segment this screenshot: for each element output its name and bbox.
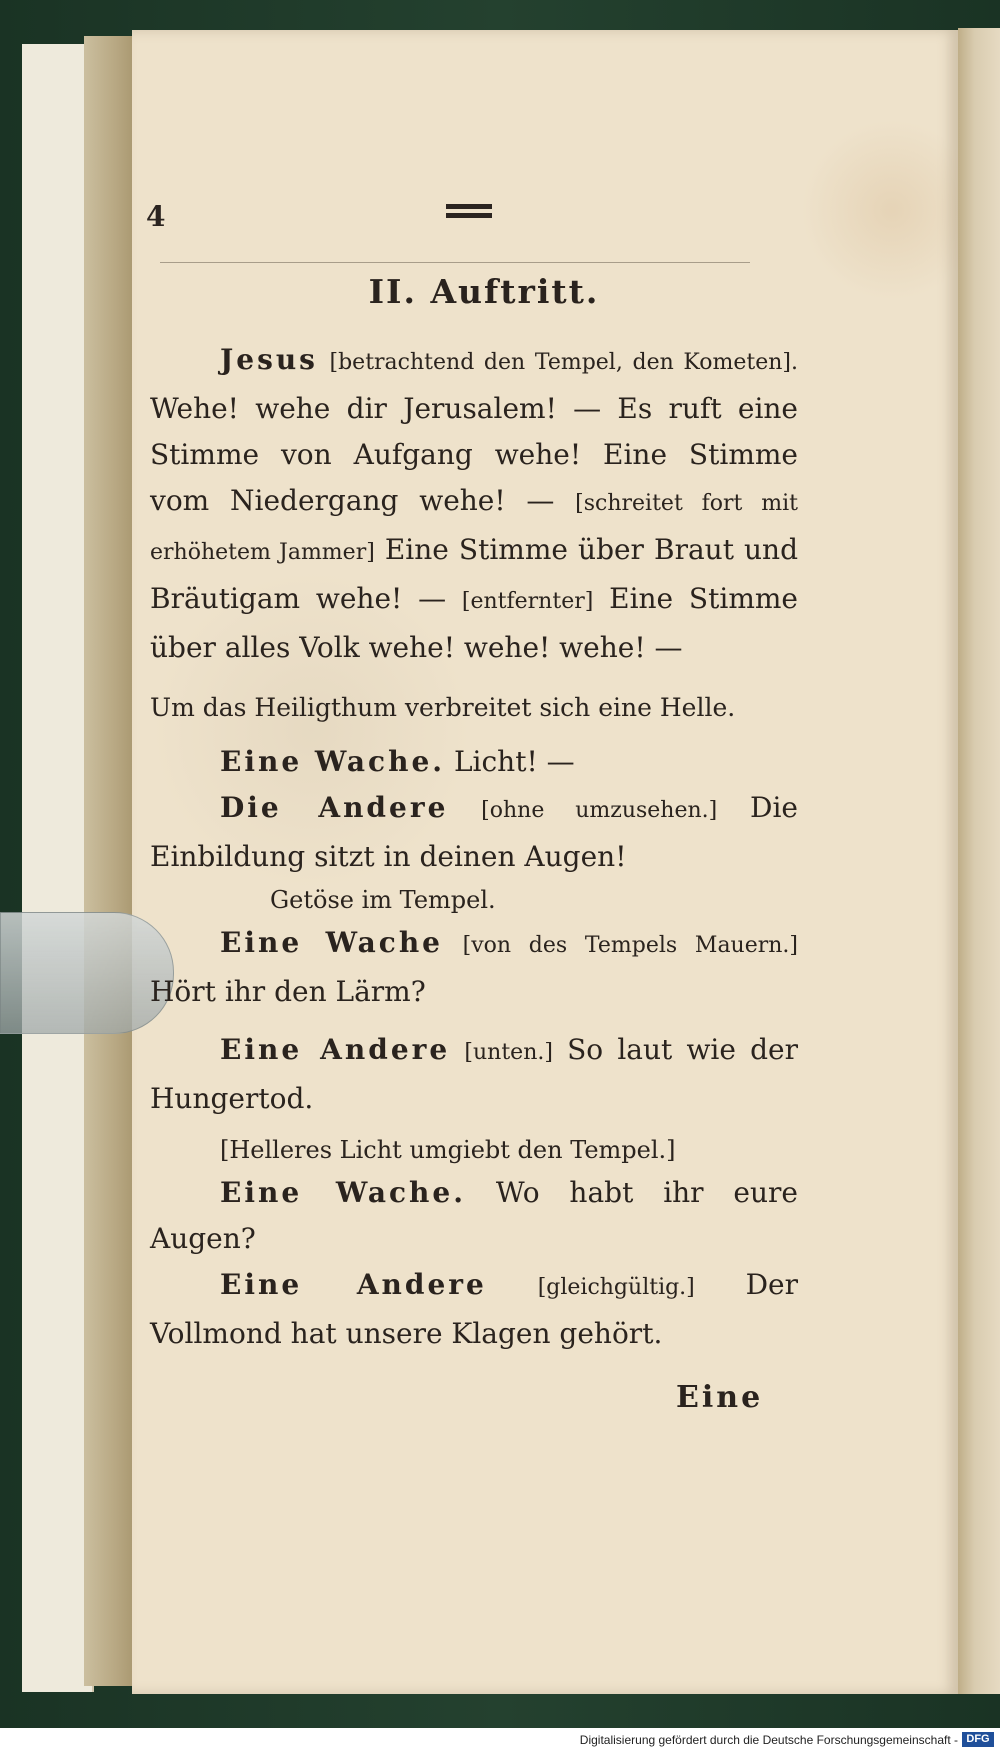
speaker-name: Eine Andere [220,1033,451,1066]
speech-andere-3 [150,1262,798,1357]
speech-wache-2 [150,920,798,1015]
speech-text: Hört ihr den Lärm? [150,975,426,1008]
dfg-logo: DFG [962,1732,994,1747]
stage-direction: [von des Tempels Mauern.] [462,933,799,958]
funding-credit: Digitalisierung gefördert durch die Deutsche Forschungsgemeinschaft - [579,1733,958,1747]
speaker-name: Eine Wache. [220,745,446,778]
speech-text: Eine Stimme über Braut und Bräutigam wehe! — [150,533,798,615]
stage-note: [Helleres Licht umgiebt den Tempel.] [220,1136,676,1164]
stage-direction: [schreitet fort mit erhöhetem Jammer] [150,491,798,565]
speech-andere [150,785,798,880]
speech-text: Eine Stimme über alles Volk wehe! wehe! wehe! — [150,582,798,664]
speaker-name: Die Andere [220,791,449,824]
speech-text: Die Einbildung sitzt in deinen Augen! [150,791,798,873]
speaker-name: Eine Wache [220,926,444,959]
page-edge-strip [84,36,136,1686]
stage-note: Um das Heiligthum verbreitet sich eine Helle. [150,693,736,722]
page-number: 4 [146,200,166,233]
right-leaf-edge [958,28,1000,1694]
footer-bar [0,1728,1000,1754]
catchword: Eine [676,1380,764,1415]
speaker-name: Eine Wache. [220,1176,466,1209]
stage-direction: [gleichgültig.] [537,1275,695,1300]
speech-text: So laut wie der Hungertod. [150,1033,798,1115]
speech-text: Wehe! wehe dir Jerusalem! — Es ruft eine Stimme von Aufgang wehe! Eine Stimme vom Niedergang wehe! — [150,392,798,517]
speech-text: Licht! — [453,745,575,778]
speaker-name: Eine Andere [220,1268,487,1301]
stage-direction: [ohne umzusehen.] [481,798,718,823]
speech-wache [150,739,798,785]
stage-note: Getöse im Tempel. [270,886,496,914]
speech-jesus [150,337,798,671]
header-ornament [446,204,492,218]
page-clip [0,912,174,1034]
speech-wache-3 [150,1170,798,1262]
scene-heading: II. Auftritt. [368,272,600,311]
speech-text: Der Vollmond hat unsere Klagen gehört. [150,1268,798,1350]
speaker-name: Jesus [220,343,318,376]
stage-direction: [betrachtend den Tempel, den Kometen]. [329,350,798,375]
speech-andere-2 [150,1027,798,1122]
header-rule [160,262,750,263]
stage-direction: [entfernter] [461,589,594,614]
speech-text: Wo habt ihr eure Augen? [150,1176,798,1255]
page-text [150,272,798,1357]
stage-direction: [unten.] [464,1040,553,1065]
